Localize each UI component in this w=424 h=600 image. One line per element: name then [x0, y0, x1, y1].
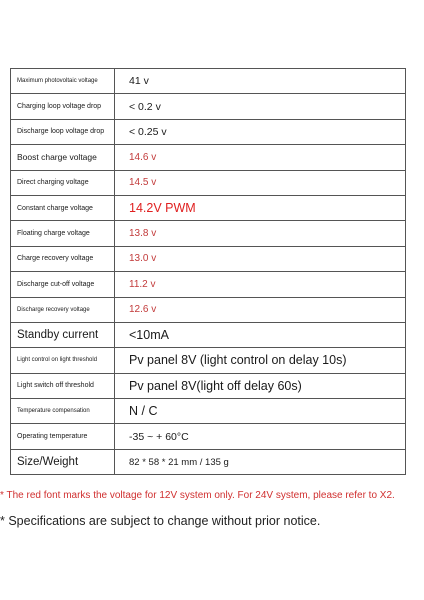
- table-row: [11, 94, 406, 119]
- table-row: [11, 399, 406, 424]
- table-row: [11, 348, 406, 373]
- table-row: [11, 145, 406, 170]
- spec-label: Temperature compensation: [11, 399, 115, 424]
- specifications-change-note: * Specifications are subject to change without prior notice.: [0, 514, 321, 528]
- spec-label: Direct charging voltage: [11, 170, 115, 195]
- spec-label: Discharge cut-off voltage: [11, 272, 115, 297]
- spec-label: Discharge recovery voltage: [11, 297, 115, 322]
- table-row: [11, 424, 406, 449]
- spec-value: 13.8 v: [115, 221, 406, 246]
- spec-value: -35 ~ + 60°C: [115, 424, 406, 449]
- spec-label: Constant charge voltage: [11, 195, 115, 220]
- spec-value: 13.0 v: [115, 246, 406, 271]
- red-font-note: * The red font marks the voltage for 12V system only. For 24V system, please refer to X2.: [0, 490, 395, 501]
- table-row: [11, 373, 406, 398]
- table-row: [11, 272, 406, 297]
- spec-value: 14.6 v: [115, 145, 406, 170]
- spec-label: Maximum photovoltaic voltage: [11, 69, 115, 94]
- specifications-table: [10, 68, 406, 475]
- table-row: [11, 322, 406, 347]
- table-row: [11, 297, 406, 322]
- spec-value: 14.5 v: [115, 170, 406, 195]
- spec-value: 82 * 58 * 21 mm / 135 g: [115, 449, 406, 474]
- table-row: [11, 221, 406, 246]
- spec-value: 11.2 v: [115, 272, 406, 297]
- table-row: [11, 69, 406, 94]
- spec-label: Charging loop voltage drop: [11, 94, 115, 119]
- spec-label: Standby current: [11, 322, 115, 347]
- spec-label: Discharge loop voltage drop: [11, 119, 115, 144]
- spec-value: Pv panel 8V (light control on delay 10s): [115, 348, 406, 373]
- spec-value: 41 v: [115, 69, 406, 94]
- spec-label: Operating temperature: [11, 424, 115, 449]
- table-row: [11, 449, 406, 474]
- spec-label: Charge recovery voltage: [11, 246, 115, 271]
- spec-label: Boost charge voltage: [11, 145, 115, 170]
- spec-value: <10mA: [115, 322, 406, 347]
- spec-label: Floating charge voltage: [11, 221, 115, 246]
- table-row: [11, 246, 406, 271]
- table-row: [11, 119, 406, 144]
- spec-label: Light switch off threshold: [11, 373, 115, 398]
- spec-value: N / C: [115, 399, 406, 424]
- spec-value: 12.6 v: [115, 297, 406, 322]
- spec-value: < 0.25 v: [115, 119, 406, 144]
- spec-label: Light control on light threshold: [11, 348, 115, 373]
- spec-label: Size/Weight: [11, 449, 115, 474]
- spec-value: < 0.2 v: [115, 94, 406, 119]
- spec-value: Pv panel 8V(light off delay 60s): [115, 373, 406, 398]
- table-row: [11, 195, 406, 220]
- spec-value: 14.2V PWM: [115, 195, 406, 220]
- table-row: [11, 170, 406, 195]
